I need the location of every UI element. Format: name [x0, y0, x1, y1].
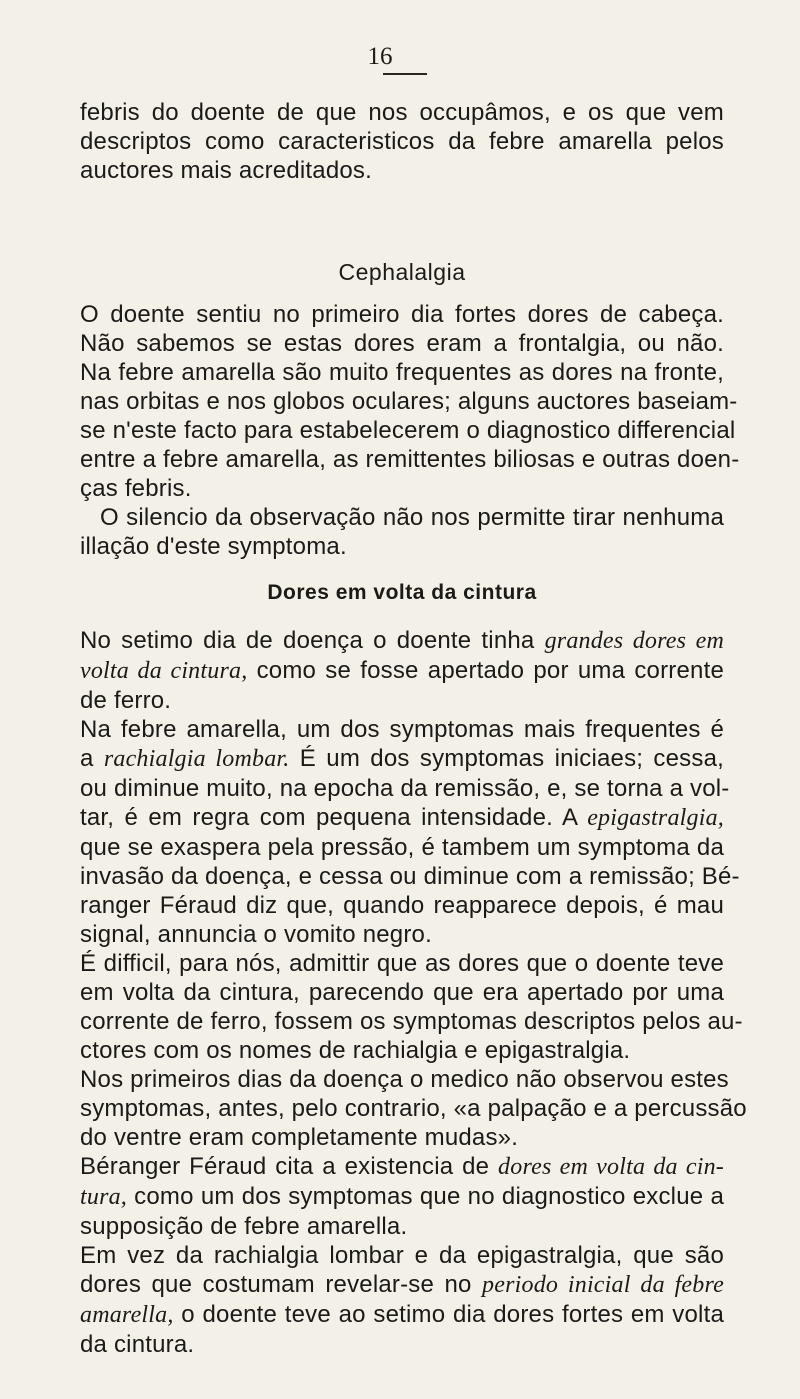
text-line: invasão da doença, e cessa ou diminue com a remissão; Bé- [80, 863, 740, 890]
text-line: corrente de ferro, fossem os symptomas descriptos pelos au- [80, 1008, 743, 1035]
italic-term: rachialgia lombar. [103, 746, 290, 772]
text-line: de ferro. [80, 687, 172, 714]
text-line: em volta da cintura, parecendo que era apertado por uma [80, 979, 724, 1006]
text-line: Nos primeiros dias da doença o medico não observou estes [80, 1066, 729, 1093]
page-number-rule [383, 73, 427, 75]
text-line: entre a febre amarella, as remittentes biliosas e outras doen- [80, 446, 740, 473]
intro-paragraph [80, 98, 724, 185]
text-line: da cintura. [80, 1331, 195, 1358]
text-line [80, 626, 724, 656]
text-line: descriptos como caracteristicos da febre amarella pelos [80, 128, 724, 155]
text-run: É um dos symptomas iniciaes; cessa, [289, 745, 724, 772]
italic-term: grandes dores em [544, 628, 724, 654]
italic-term: dores em volta da cin- [498, 1154, 724, 1180]
section-cephalalgia-text [80, 300, 740, 561]
text-line: ranger Féraud diz que, quando reapparece depois, é mau [80, 892, 724, 919]
text-line: ctores com os nomes de rachialgia e epigastralgia. [80, 1037, 631, 1064]
italic-term: epigastralgia, [587, 805, 724, 831]
text-line [80, 1182, 724, 1212]
page-number: 16 [367, 43, 393, 70]
text-line [80, 1270, 724, 1300]
text-run: a [80, 745, 104, 772]
text-line: febris do doente de que nos occupâmos, e os que vem [80, 99, 724, 126]
text-line: Na febre amarella, um dos symptomas mais frequentes é [80, 716, 724, 743]
text-line: illação d'este symptoma. [80, 533, 347, 560]
text-line: symptomas, antes, pelo contrario, «a palpação e a percussão [80, 1095, 747, 1122]
text-line: que se exaspera pela pressão, é tambem um symptoma da [80, 834, 724, 861]
text-line [80, 803, 724, 833]
text-line: nas orbitas e nos globos oculares; alguns auctores baseiam- [80, 388, 738, 415]
text-line: ças febris. [80, 475, 192, 502]
text-line: Na febre amarella são muito frequentes as dores na fronte, [80, 359, 724, 386]
text-line [80, 1152, 724, 1182]
text-run: o doente teve ao setimo dia dores fortes em volta [173, 1301, 724, 1328]
text-line [80, 744, 724, 774]
italic-term: tura, [80, 1184, 128, 1210]
text-line: Não sabemos se estas dores eram a frontalgia, ou não. [80, 330, 724, 357]
text-line: auctores mais acreditados. [80, 157, 373, 184]
italic-term: volta da cintura, [80, 658, 248, 684]
text-line: O doente sentiu no primeiro dia fortes dores de cabeça. [80, 301, 724, 328]
text-run: No setimo dia de doença o doente tinha [80, 627, 545, 654]
text-line: É difficil, para nós, admittir que as dores que o doente teve [80, 950, 724, 977]
text-line: O silencio da observação não nos permitte tirar nenhuma [100, 504, 724, 531]
text-line: supposição de febre amarella. [80, 1213, 408, 1240]
text-line [80, 656, 724, 686]
text-line: do ventre eram completamente mudas». [80, 1124, 519, 1151]
text-line: signal, annuncia o vomito negro. [80, 921, 432, 948]
text-line: ou diminue muito, na epocha da remissão, e, se torna a vol- [80, 775, 730, 802]
text-run: como um dos symptomas que no diagnostico exclue a [127, 1183, 724, 1210]
italic-term: periodo inicial da febre [482, 1272, 724, 1298]
text-line [80, 1300, 724, 1330]
section-heading-dores-cintura: Dores em volta da cintura [267, 581, 537, 604]
text-run: como se fosse apertado por uma corrente [247, 657, 724, 684]
italic-term: amarella, [80, 1302, 174, 1328]
text-run: Béranger Féraud cita a existencia de [80, 1153, 499, 1180]
text-line: Em vez da rachialgia lombar e da epigastralgia, que são [80, 1242, 724, 1269]
text-run: dores que costumam revelar-se no [80, 1271, 483, 1298]
text-line: se n'este facto para estabelecerem o diagnostico differencial [80, 417, 736, 444]
text-run: tar, é em regra com pequena intensidade. A [80, 804, 588, 831]
section-heading-cephalalgia: Cephalalgia [338, 259, 466, 285]
section-dores-cintura-text [80, 626, 747, 1359]
